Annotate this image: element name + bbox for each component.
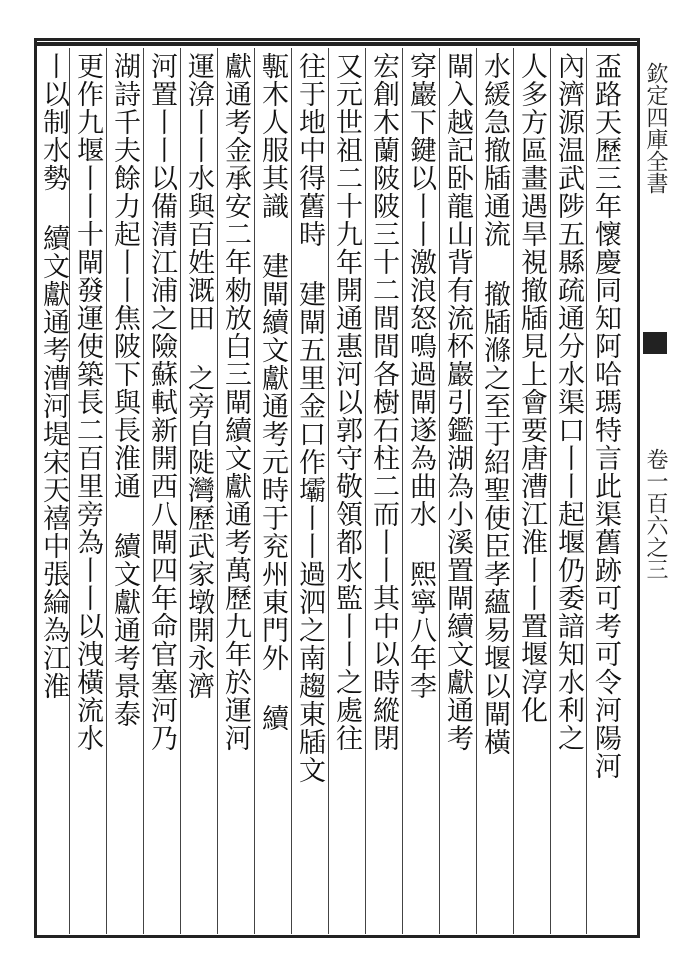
text-column: 閘入越記卧龍山背有流杯巖引鑑湖為小溪置閘續文獻通考 <box>442 52 473 752</box>
text-column: 又元世祖二十九年開通惠河以郭守敬領都水監丨丨之處往 <box>331 52 362 752</box>
text-column: 宏創木蘭陂陂三十二間間各樹石柱二而丨丨其中以時縱閉 <box>368 52 399 752</box>
page-margin <box>641 40 669 940</box>
text-column: 河置丨丨以備清江浦之險蘇軾新開西八閘四年命官塞河乃 <box>146 52 177 752</box>
column-rule <box>513 48 514 934</box>
column-rule <box>143 48 144 934</box>
text-column: 丨以制水勢 續文獻通考漕河堤宋天禧中張綸為江淮 <box>38 52 69 700</box>
fishtail-mark <box>643 332 667 354</box>
column-rule <box>586 48 587 934</box>
column-rule <box>106 48 107 934</box>
text-column: 穿巖下鍵以丨丨激浪怒鳴過閘遂為曲水 熙寧八年李 <box>405 52 436 700</box>
text-column: 往于地中得舊時 建閘五里金口作壩丨丨過泗之南趨東牐文 <box>294 52 325 784</box>
column-rule <box>402 48 403 934</box>
column-rule <box>439 48 440 934</box>
text-column: 更作九堰丨丨十閘發運使築長二百里旁為丨丨以洩橫流水 <box>72 52 103 752</box>
column-rule <box>69 48 70 934</box>
text-column: 內濟源温武陟五縣疏通分水渠口丨丨起堰仍委諳知水利之 <box>553 52 584 752</box>
text-column: 水緩急撤牐通流 撤牐滌之至于紹聖使臣孝蘊易堰以閘橫 <box>479 52 510 756</box>
text-column: 人多方區畫遇旱視撤牐見上會要唐漕江淮丨丨置堰淳化 <box>516 52 547 724</box>
column-rule <box>365 48 366 934</box>
column-rule <box>180 48 181 934</box>
column-rule <box>217 48 218 934</box>
text-column: 甎木人服其識 建閘續文獻通考元時于兖州東門外 續 <box>257 52 288 732</box>
column-rule <box>476 48 477 934</box>
column-rule <box>254 48 255 934</box>
book-title: 欽定四庫全書 <box>643 62 668 194</box>
text-column: 湖詩千夫餘力起丨丨焦陂下與長淮通 續文獻通考景泰 <box>109 52 140 728</box>
chapter-label: 卷一百六之三 <box>643 448 668 580</box>
text-column: 盃路天歷三年懷慶同知阿哈瑪特言此渠舊跡可考可令河陽河 <box>590 52 621 780</box>
text-column: 運渰丨丨水與百姓溉田 之旁自𨺗灣歷武家墩開永濟 <box>183 52 214 700</box>
column-rule <box>550 48 551 934</box>
column-rule <box>291 48 292 934</box>
column-rule <box>328 48 329 934</box>
text-column: 獻通考金承安二年勑放白三閘續文獻通考萬歷九年於運河 <box>220 52 251 752</box>
